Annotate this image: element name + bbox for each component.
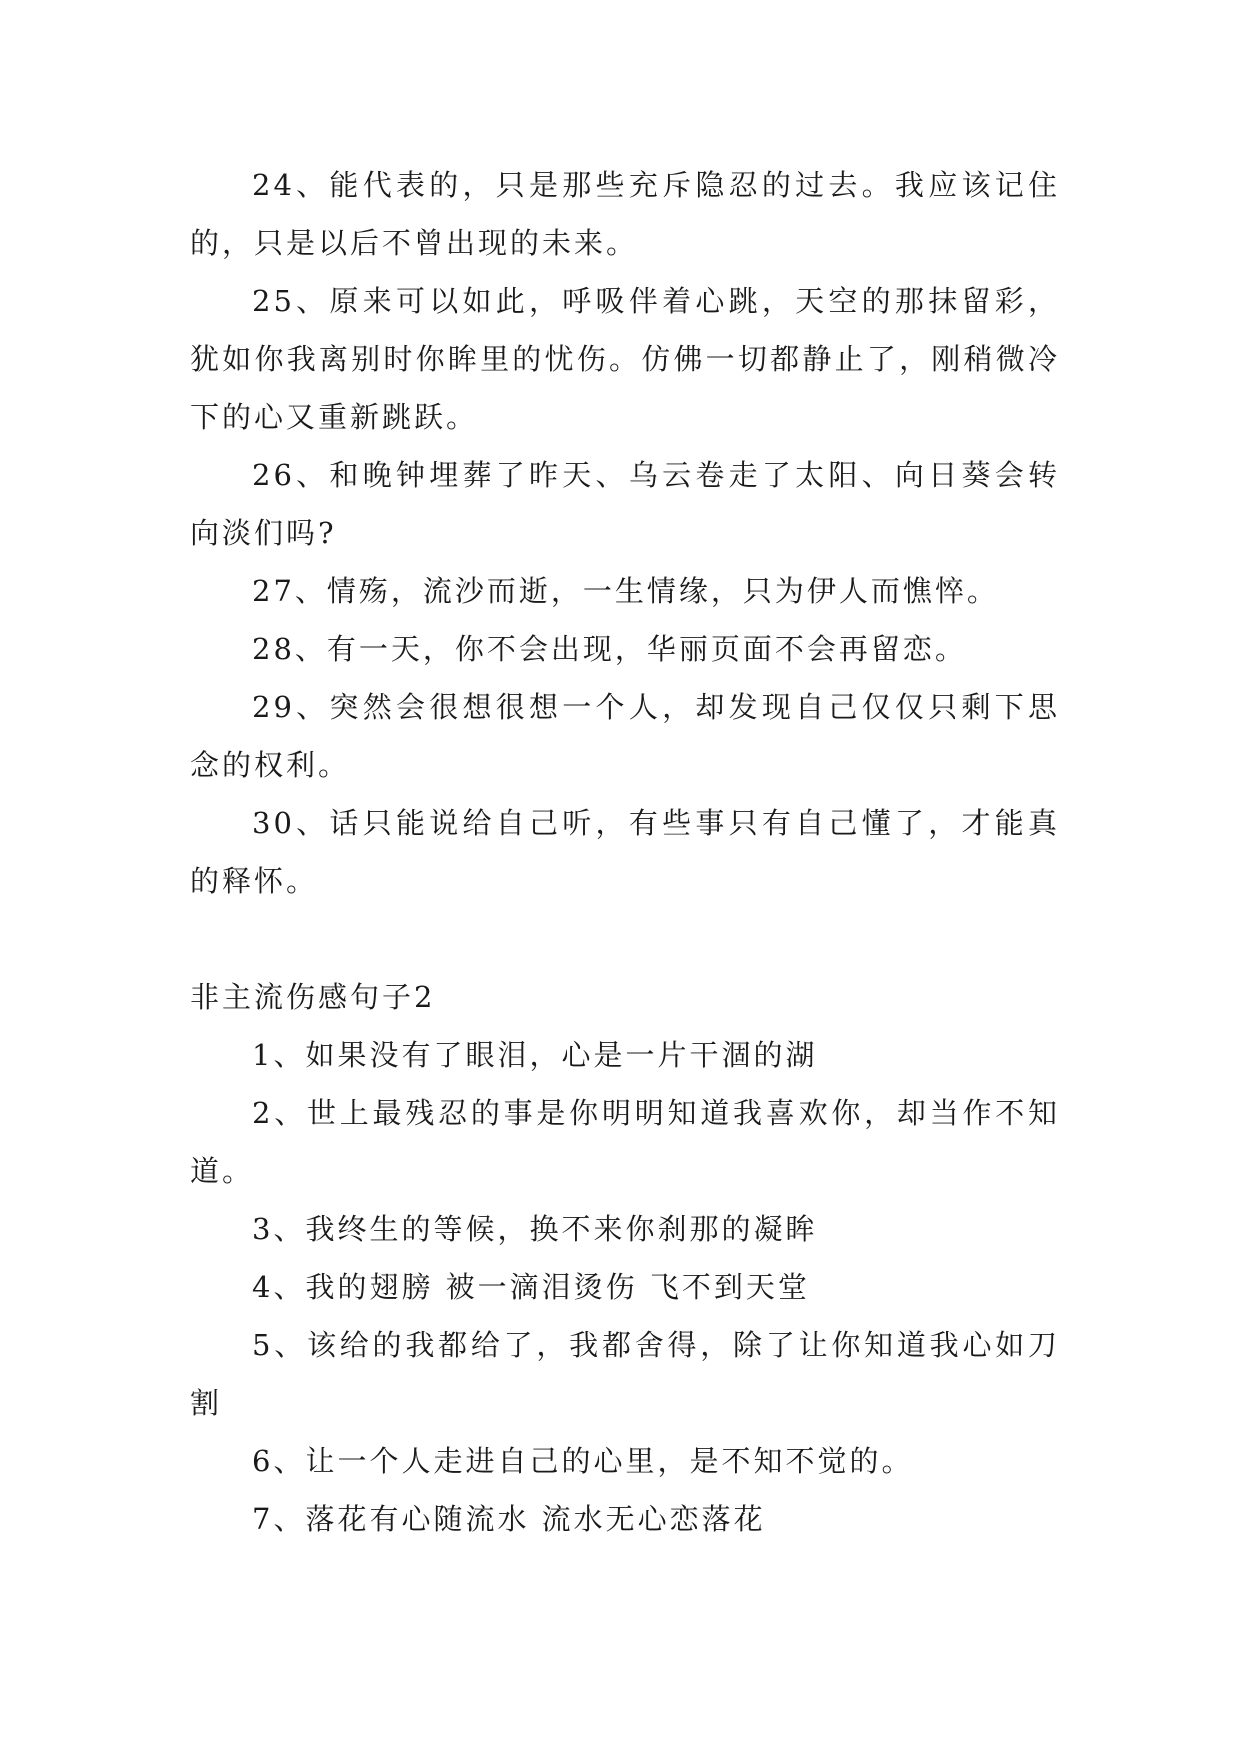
paragraph-item-24: 24、能代表的，只是那些充斥隐忍的过去。我应该记住的，只是以后不曾出现的未来。 xyxy=(190,168,1060,260)
paragraph-item-30: 30、话只能说给自己听，有些事只有自己懂了，才能真的释怀。 xyxy=(190,806,1060,898)
paragraph-item-6: 6、让一个人走进自己的心里，是不知不觉的。 xyxy=(252,1444,914,1478)
section-heading: 非主流伤感句子2 xyxy=(190,980,436,1014)
paragraph-item-25: 25、原来可以如此，呼吸伴着心跳，天空的那抹留彩，犹如你我离别时你眸里的忧伤。仿佛一切都静止了，刚稍微冷下的心又重新跳跃。 xyxy=(190,284,1060,434)
paragraph-item-7: 7、落花有心随流水 流水无心恋落花 xyxy=(252,1502,766,1536)
paragraph-item-4: 4、我的翅膀 被一滴泪烫伤 飞不到天堂 xyxy=(252,1270,810,1304)
paragraph-item-28: 28、有一天，你不会出现，华丽页面不会再留恋。 xyxy=(252,632,967,666)
paragraph-item-3: 3、我终生的等候，换不来你刹那的凝眸 xyxy=(252,1212,818,1246)
paragraph-item-2: 2、世上最残忍的事是你明明知道我喜欢你，却当作不知道。 xyxy=(190,1096,1060,1188)
paragraph-item-26: 26、和晚钟埋葬了昨天、乌云卷走了太阳、向日葵会转向淡们吗? xyxy=(190,458,1060,550)
paragraph-item-1: 1、如果没有了眼泪，心是一片干涸的湖 xyxy=(252,1038,818,1072)
paragraph-item-29: 29、突然会很想很想一个人，却发现自己仅仅只剩下思念的权利。 xyxy=(190,690,1060,782)
paragraph-item-27: 27、情殇，流沙而逝，一生情缘，只为伊人而憔悴。 xyxy=(252,574,999,608)
paragraph-item-5: 5、该给的我都给了，我都舍得，除了让你知道我心如刀割 xyxy=(190,1328,1060,1420)
document-body xyxy=(190,156,1060,1548)
